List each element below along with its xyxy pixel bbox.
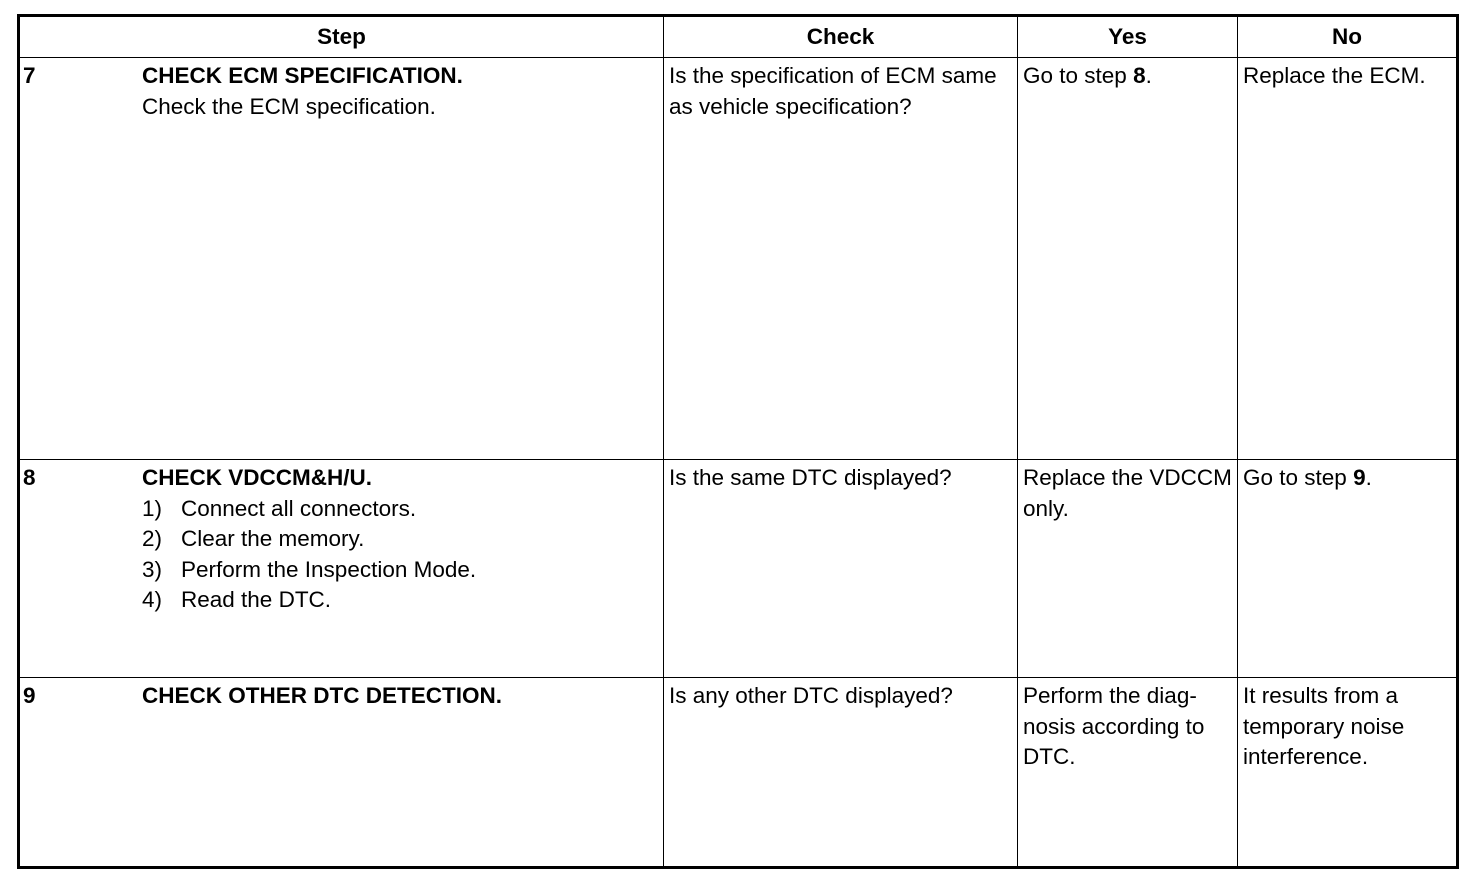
yes-cell xyxy=(1018,678,1238,868)
substep-index: 3) xyxy=(142,556,163,582)
no-step-ref: 9 xyxy=(1353,465,1366,490)
step-title: CHECK VDCCM&H/U. xyxy=(142,465,372,490)
list-item xyxy=(142,524,663,555)
yes-text: Replace the VDCCM only. xyxy=(1023,465,1232,521)
list-item xyxy=(142,585,663,616)
no-line: temporary noise xyxy=(1243,713,1405,739)
header-no: No xyxy=(1238,16,1458,58)
substep-text: Clear the memory. xyxy=(181,526,365,551)
table-header-row xyxy=(19,16,1458,58)
substep-text: Perform the Inspection Mode. xyxy=(181,556,477,582)
step-description: Check the ECM specification. xyxy=(142,93,436,119)
no-cell xyxy=(1238,460,1458,678)
substep-text: Connect all connectors. xyxy=(181,495,417,521)
check-cell xyxy=(664,678,1018,868)
header-yes: Yes xyxy=(1018,16,1238,58)
check-cell xyxy=(664,58,1018,460)
yes-text xyxy=(1018,58,1237,92)
yes-line: nosis according to xyxy=(1023,713,1205,739)
check-text: Is the same DTC displayed? xyxy=(669,465,952,490)
step-number: 9 xyxy=(23,683,36,708)
check-text: Is the specification of ECM same as vehicle specification? xyxy=(669,63,997,119)
diagnostic-table xyxy=(17,14,1459,869)
yes-text xyxy=(1018,678,1237,773)
yes-cell xyxy=(1018,460,1238,678)
no-cell xyxy=(1238,678,1458,868)
table-row-step-7 xyxy=(19,58,1458,460)
table-row-step-8 xyxy=(19,460,1458,678)
no-line: It results from a xyxy=(1243,683,1399,708)
check-cell xyxy=(664,460,1018,678)
header-check: Check xyxy=(664,16,1018,58)
no-line: interference. xyxy=(1243,744,1369,769)
step-number: 7 xyxy=(23,63,36,88)
step-title: CHECK OTHER DTC DETECTION. xyxy=(142,683,502,708)
no-prefix: Go to step xyxy=(1243,465,1354,490)
no-text xyxy=(1238,678,1456,773)
substep-index: 1) xyxy=(142,495,163,521)
no-text: Replace the ECM. xyxy=(1243,63,1426,88)
yes-step-ref: 8 xyxy=(1133,63,1146,88)
list-item xyxy=(142,555,663,586)
step-number: 8 xyxy=(23,465,36,490)
substep-list xyxy=(142,494,663,616)
yes-line: Perform the diag- xyxy=(1023,683,1197,708)
substep-index: 2) xyxy=(142,526,163,551)
check-text: Is any other DTC displayed? xyxy=(669,683,953,708)
substep-text: Read the DTC. xyxy=(181,587,332,612)
no-text xyxy=(1238,460,1456,494)
step-title: CHECK ECM SPECIFICATION. xyxy=(142,63,463,88)
no-suffix: . xyxy=(1365,465,1372,490)
header-step: Step xyxy=(19,16,664,58)
step-cell xyxy=(19,460,664,678)
step-cell xyxy=(19,678,664,868)
yes-prefix: Go to step xyxy=(1023,63,1134,88)
table-row-step-9 xyxy=(19,678,1458,868)
list-item xyxy=(142,494,663,525)
step-cell xyxy=(19,58,664,460)
no-cell xyxy=(1238,58,1458,460)
yes-line: DTC. xyxy=(1023,744,1076,769)
yes-cell xyxy=(1018,58,1238,460)
yes-suffix: . xyxy=(1145,63,1152,88)
substep-index: 4) xyxy=(142,587,163,612)
